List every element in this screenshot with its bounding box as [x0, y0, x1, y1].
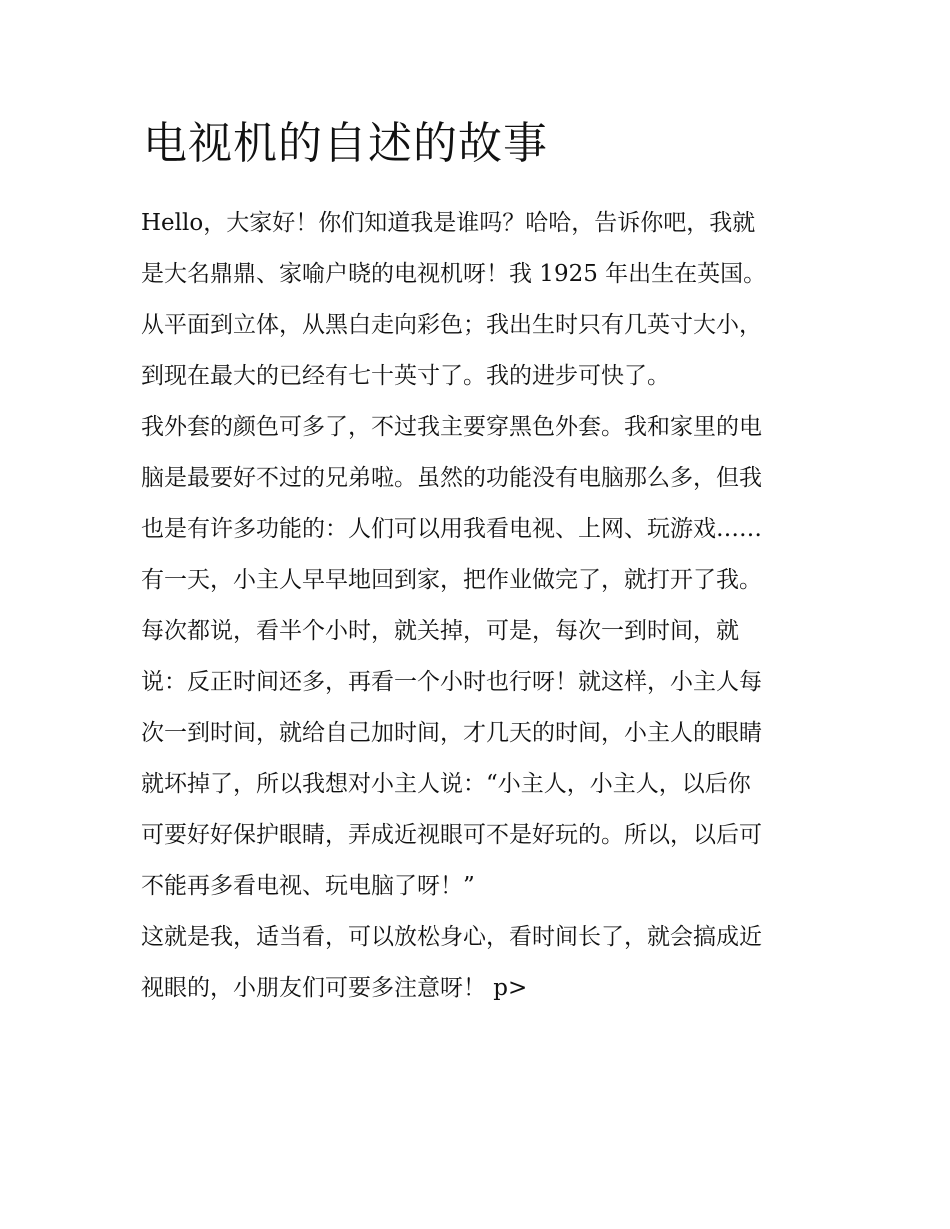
text-line: 脑是最要好不过的兄弟啦。虽然的功能没有电脑那么多，但我 [141, 465, 762, 491]
text-line: 就坏掉了，所以我想对小主人说：“小主人，小主人，以后你 [141, 771, 751, 797]
page-title: 电视机的自述的故事 [143, 118, 548, 169]
text-line: 视眼的，小朋友们可要多注意呀！ p> [141, 975, 528, 1001]
text-line: 有一天，小主人早早地回到家，把作业做完了，就打开了我。 [141, 567, 762, 593]
text-line: 到现在最大的已经有七十英寸了。我的进步可快了。 [141, 363, 670, 389]
text-line: 每次都说，看半个小时，就关掉，可是，每次一到时间，就 [141, 618, 739, 644]
text-line: 从平面到立体，从黑白走向彩色；我出生时只有几英寸大小， [141, 312, 762, 338]
text-line: 这就是我，适当看，可以放松身心，看时间长了，就会搞成近 [141, 924, 762, 950]
text-line: 也是有许多功能的：人们可以用我看电视、上网、玩游戏…… [141, 516, 762, 542]
text-line: 是大名鼎鼎、家喻户晓的电视机呀！我 1925 年出生在英国。 [141, 261, 767, 287]
text-line: Hello，大家好！你们知道我是谁吗？哈哈，告诉你吧，我就 [141, 210, 756, 236]
text-line: 我外套的颜色可多了，不过我主要穿黑色外套。我和家里的电 [141, 414, 762, 440]
text-line: 可要好好保护眼睛，弄成近视眼可不是好玩的。所以，以后可 [141, 822, 762, 848]
story-body [141, 198, 813, 1014]
text-line: 次一到时间，就给自己加时间，才几天的时间，小主人的眼睛 [141, 720, 762, 746]
text-line: 说：反正时间还多，再看一个小时也行呀！就这样，小主人每 [141, 669, 762, 695]
text-line: 不能再多看电视、玩电脑了呀！” [141, 873, 475, 899]
